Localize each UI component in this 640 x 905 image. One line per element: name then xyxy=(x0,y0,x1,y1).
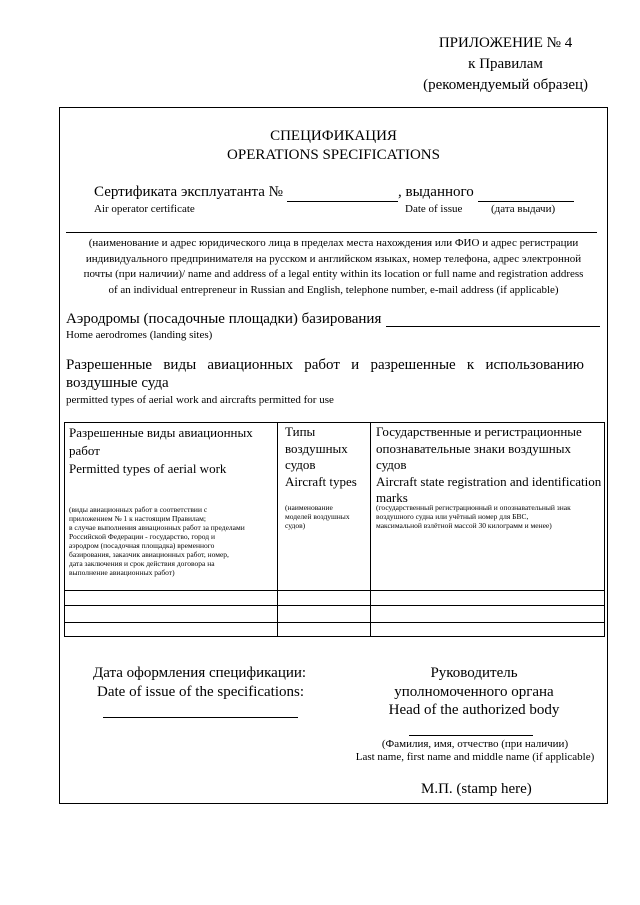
appendix-rules: к Правилам xyxy=(468,56,543,72)
certificate-label-en: Air operator certificate xyxy=(94,203,195,215)
certificate-number-line xyxy=(287,201,398,202)
issue-date-line xyxy=(478,201,574,202)
col3-header: Государственные и регистрационные опознавательные знаки воздушных судов Aircraft state registration and identification marks xyxy=(376,424,602,505)
table-row-line-2 xyxy=(64,605,605,606)
table-row-line-1 xyxy=(64,590,605,591)
entity-note: (наименование и адрес юридического лица в пределах места нахождения или ФИО и адрес регистрации индивидуального предпринимателя на русском и английском языках, номер телефона, адрес электронной почты (при наличии)/ name and address of a legal entity within its location or full name and registration address of an individual entrepreneur in Russian and English, telephone number, e-mail address (if applicable) xyxy=(83,237,584,296)
aerodromes-label-en: Home aerodromes (landing sites) xyxy=(66,329,213,341)
col1-header: Разрешенные виды авиационных работ Permitted types of aerial work xyxy=(69,425,253,476)
stamp-label: М.П. (stamp here) xyxy=(421,781,532,797)
signature-line xyxy=(409,735,533,736)
permitted-heading-ru-2: воздушные суда xyxy=(66,375,169,391)
date-spec-line xyxy=(103,717,298,718)
aerodromes-line xyxy=(386,326,600,327)
col2-header: Типы воздушных судов Aircraft types xyxy=(285,424,357,489)
permitted-heading-ru: Разрешенные виды авиационных работ и разрешенные к использованию xyxy=(66,357,584,373)
table-row-line-3 xyxy=(64,622,605,623)
head-note1: (Фамилия, имя, отчество (при наличии) xyxy=(381,738,569,750)
title-ru: СПЕЦИФИКАЦИЯ xyxy=(270,128,397,144)
permitted-heading-en: permitted types of aerial work and aircrafts permitted for use xyxy=(66,394,334,406)
title-en: OPERATIONS SPECIFICATIONS xyxy=(227,147,440,163)
head-line2: уполномоченного органа xyxy=(394,684,554,700)
appendix-number: ПРИЛОЖЕНИЕ № 4 xyxy=(438,35,573,51)
date-spec-en: Date of issue of the specifications: xyxy=(97,684,305,700)
head-line1: Руководитель xyxy=(430,665,518,681)
col2-note: (наименование моделей воздушных судов) xyxy=(285,503,350,530)
date-spec-ru: Дата оформления спецификации: xyxy=(93,665,307,681)
certificate-label: Сертификата эксплуатанта № xyxy=(94,184,283,200)
appendix-header xyxy=(423,33,588,96)
date-of-issue-en: Date of issue xyxy=(405,203,463,215)
appendix-recommended: (рекомендуемый образец) xyxy=(423,77,588,93)
aerodromes-label: Аэродромы (посадочные площадки) базирования xyxy=(66,311,382,327)
entity-name-line xyxy=(66,232,597,233)
issued-label: , выданного xyxy=(398,184,474,200)
date-of-issue-ru: (дата выдачи) xyxy=(491,203,556,215)
col1-note: (виды авиационных работ в соответствии с приложением № 1 к настоящим Правилам; в случае выполнения авиационных работ за пределами Российской Федерации - государство, город и аэродром (посадочная площадка) временного базирования, заказчик авиационных работ, номер, дата заключения и срок действия договора на выполнение авиационных работ) xyxy=(69,505,245,577)
col3-note: (государственный регистрационный и опознавательный знак воздушного судна или учётный номер для БВС, максимальной взлётной массой 30 килограмм и менее) xyxy=(376,503,571,530)
head-note2: Last name, first name and middle name (if applicable) xyxy=(355,751,595,763)
head-line3: Head of the authorized body xyxy=(388,702,560,718)
